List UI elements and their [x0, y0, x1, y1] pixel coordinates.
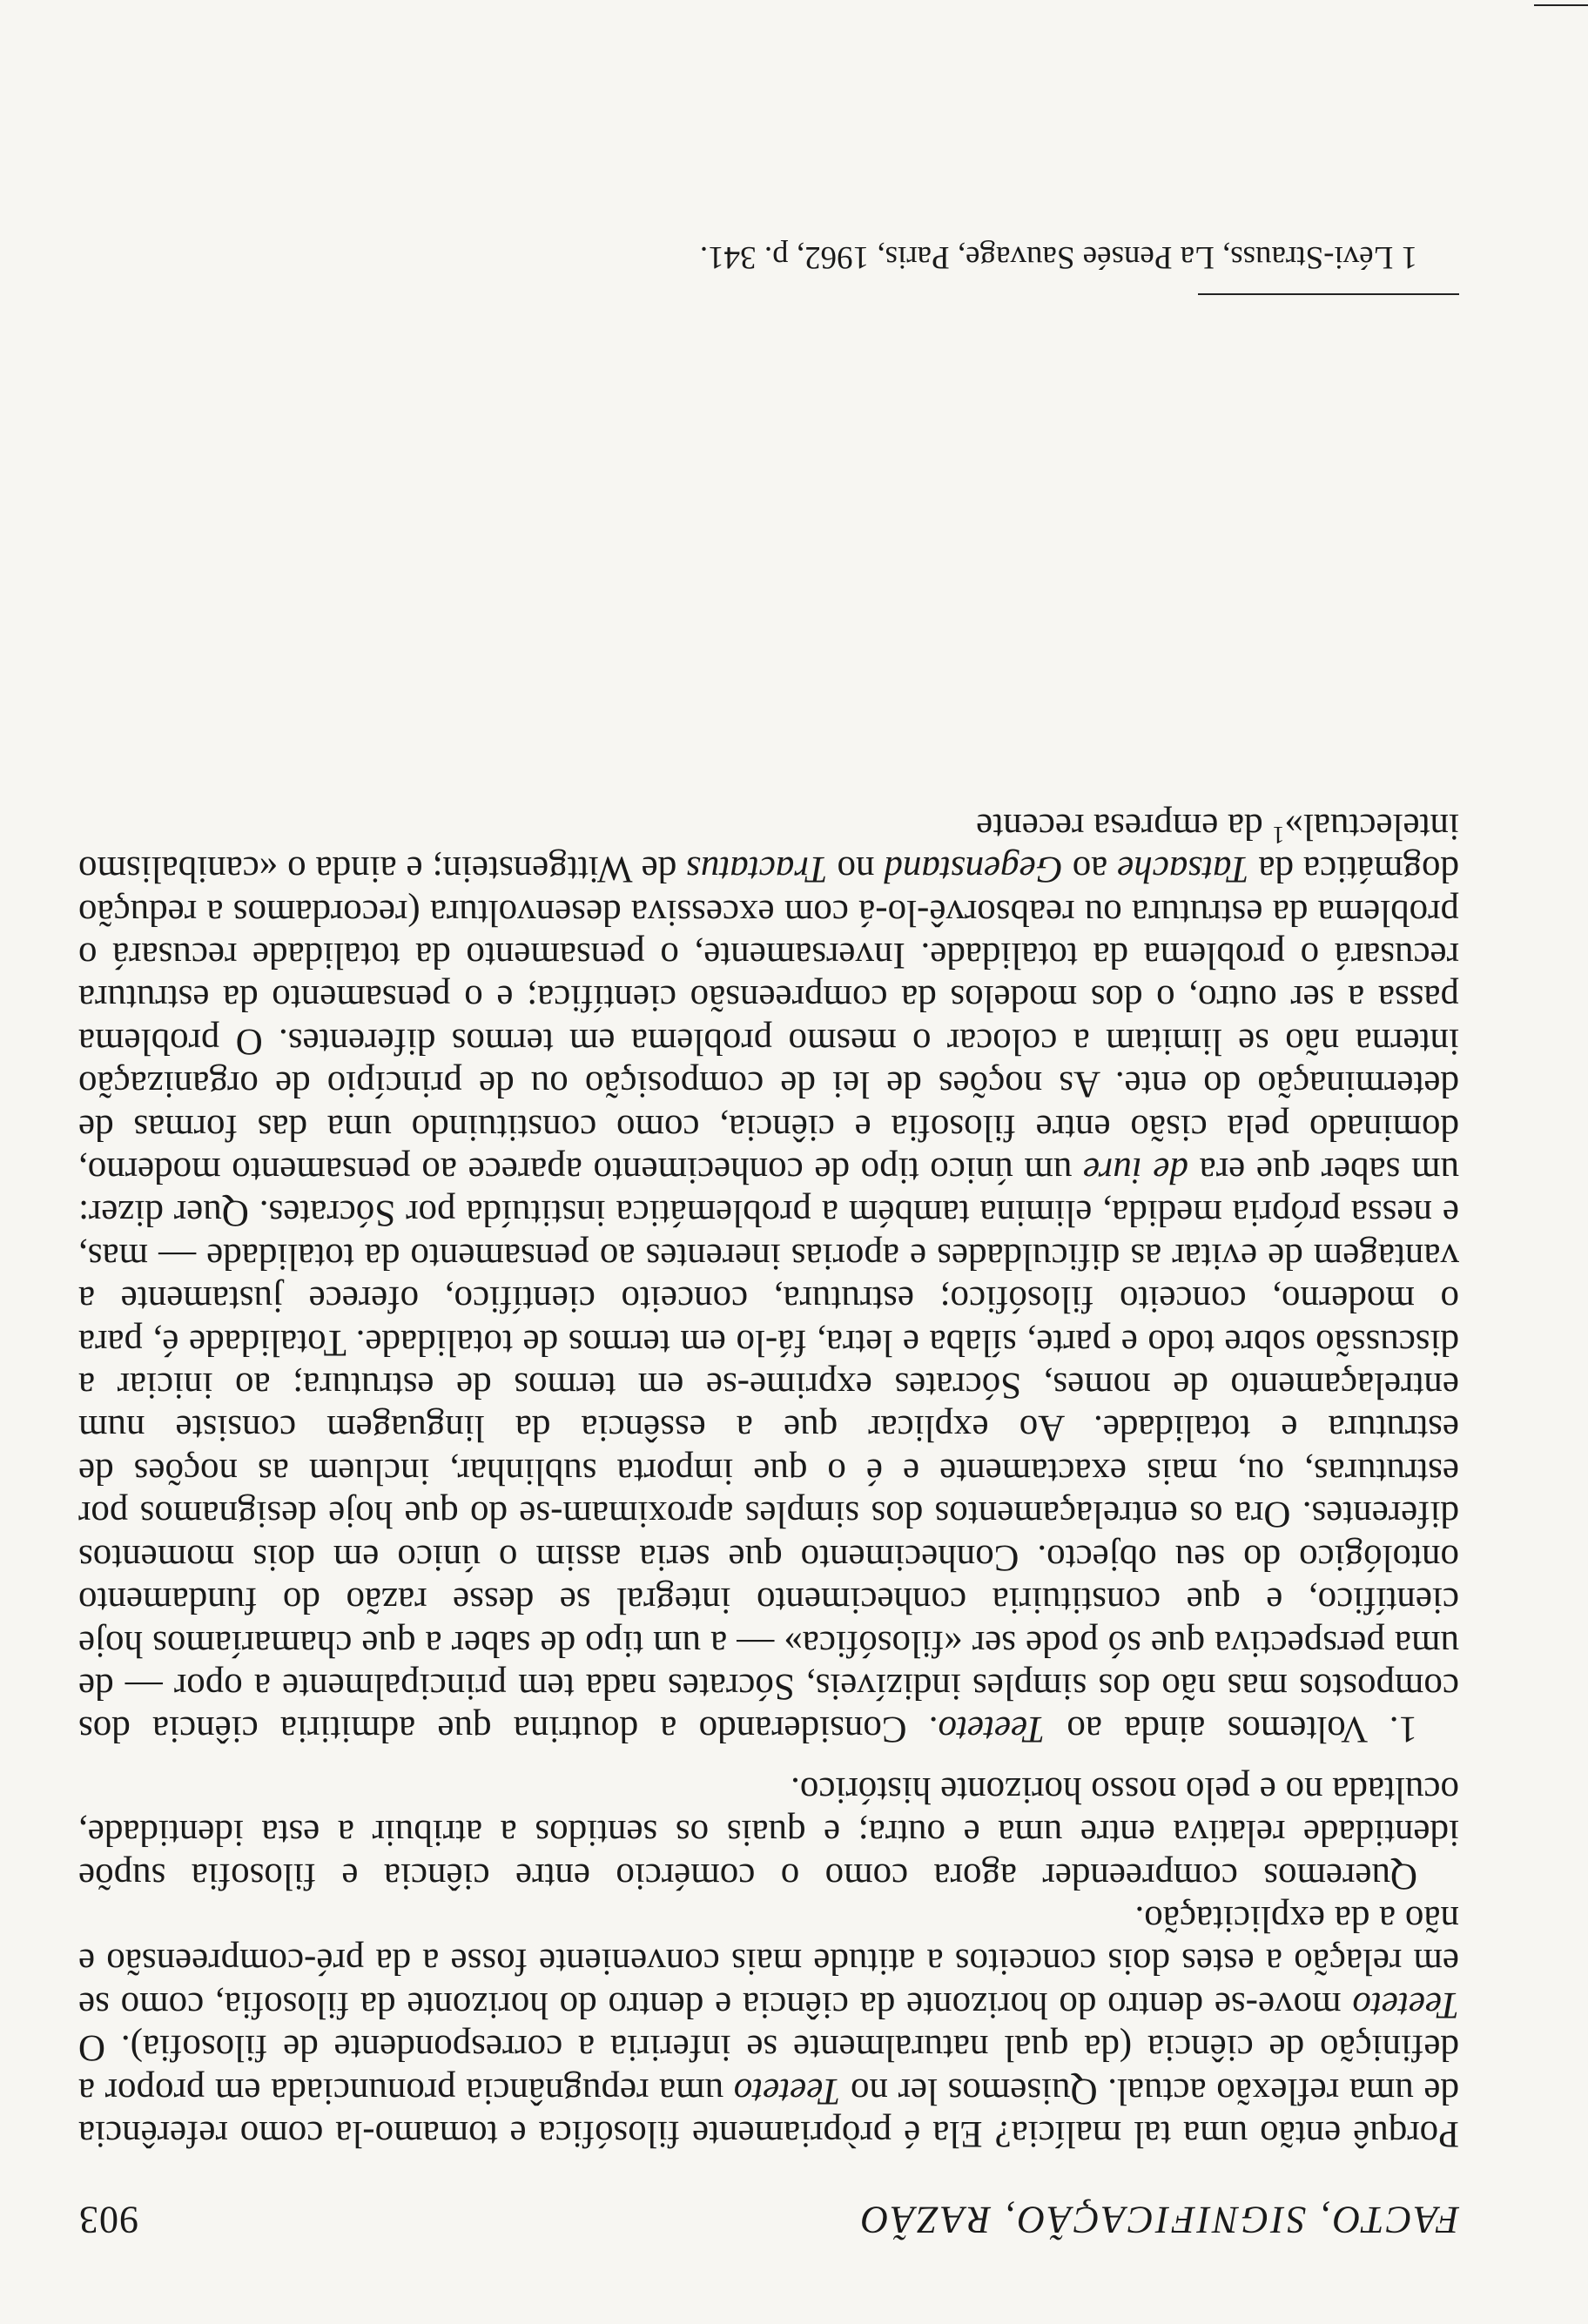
- running-head: FACTO, SIGNIFICAÇÃO, RAZÃO: [858, 2199, 1459, 2241]
- text-run: ao: [1062, 849, 1118, 890]
- page-number: 903: [78, 2199, 138, 2241]
- footnote-rule: [1198, 293, 1459, 295]
- italic-title: de iure: [1083, 1150, 1189, 1192]
- text-run: move-se dentro do horizonte da ciência e dentro do horizonte da filosofia, como se em relação a estes dois conceitos a atitude mais conveniente fosse a da pré-compreensão e não a da explicitação.: [78, 1897, 1459, 2025]
- footnote-text: 1 Lévi-Strauss, La Pensée Sauvage, Paris, 1962, p. 341.: [699, 239, 1417, 275]
- text-run: no: [827, 849, 885, 890]
- text-run: um único tipo de conhecimento aparece ao pensamento moderno, dominado pela cisão entre filosofia e ciência, como constituindo uma das formas de determinação do ente. As noções de lei de composição ou de princípio de organização interna não se limitam a colocar o mesmo problema em termos diferentes. O problema passa a ser outro, o dos modelos da compreensão científica; e o pensamento da estrutura recusará o problema da totalidade. Inversamente, o pensamento da totalidade recusará o problema da estrutura ou reabsorvê-lo-á com excessiva desenvoltura (recordamos a redução dogmática da: [78, 849, 1459, 1192]
- footnote: [78, 237, 1459, 277]
- italic-title: Tractatus: [686, 849, 828, 890]
- paragraph: [78, 1768, 1459, 1897]
- footnote-marker: 1: [1272, 820, 1285, 848]
- italic-title: Teeteto: [1352, 1984, 1459, 2025]
- text-run: . Considerando a doutrina que admitiria ciência dos compostos mas não dos simples indizíveis, Sócrates nada tem principalmente a opor — de uma perspectiva que só pode ser «filosófica» — a um tipo de saber a que chamaríamos hoje científico, e que constituiria conhecimento integral se desse razão do fundamento ontológico do seu objecto. Conhecimento que seria assim o único em dois momentos diferentes. Ora os entrelaçamentos dos simples aproximam-se do que hoje designamos por estruturas, ou, mais exactamente e é o que importa sublinhar, incluem as noções de estrutura e totalidade. Ao explicar que a essência da linguagem consiste num entrelaçamento de nomes, Sócrates exprime-se em termos de estrutura; ao iniciar a discussão sobre todo e parte, sílaba e letra, fá-lo em termos de totalidade. Totalidade é, para o moderno, conceito filosófico; estrutura, conceito científico, oferece justamente a vantagem de evitar as dificuldades e aporias inerentes ao pensamento da totalidade — mas, e nessa própria medida, elimina também a problemática instituída por Sócrates. Quer dizer: um saber que era: [78, 1150, 1459, 1750]
- text-run: 1. Voltemos ainda ao: [1045, 1709, 1417, 1750]
- page-header: [78, 2193, 1459, 2246]
- italic-title: Gegenstand: [884, 849, 1063, 890]
- paragraph: [78, 1897, 1459, 2155]
- text-run: de Wittgenstein; e ainda o «canibalismo intelectual»: [78, 805, 1459, 890]
- paragraph: [78, 804, 1459, 1750]
- text-run: uma repugnância pronunciada em propor a definição de ciência (da qual naturalmente se inferiria a correspondente de filosofia). O: [77, 2027, 1459, 2112]
- italic-title: Teeteto: [938, 1709, 1046, 1750]
- body-text: [78, 804, 1459, 2155]
- italic-title: Teeteto: [733, 2070, 841, 2112]
- text-run: da empresa recente: [976, 805, 1273, 847]
- text-run: Queremos compreender agora como o comércio entre ciência e filosofia supõe identidade relativa entre uma e outra; e quais os sentidos a atribuir a esta identidade, ocultada no e pelo nosso horizonte histórico.: [78, 1769, 1459, 1897]
- scan-edge-rule: [1534, 4, 1588, 6]
- text-run: Porquê então uma tal malícia? Ela é pròpriamente filosófica e tomamo-la como referência de uma reflexão actual. Quisemos ler no: [78, 2070, 1459, 2154]
- italic-title: Tatsache: [1117, 849, 1249, 890]
